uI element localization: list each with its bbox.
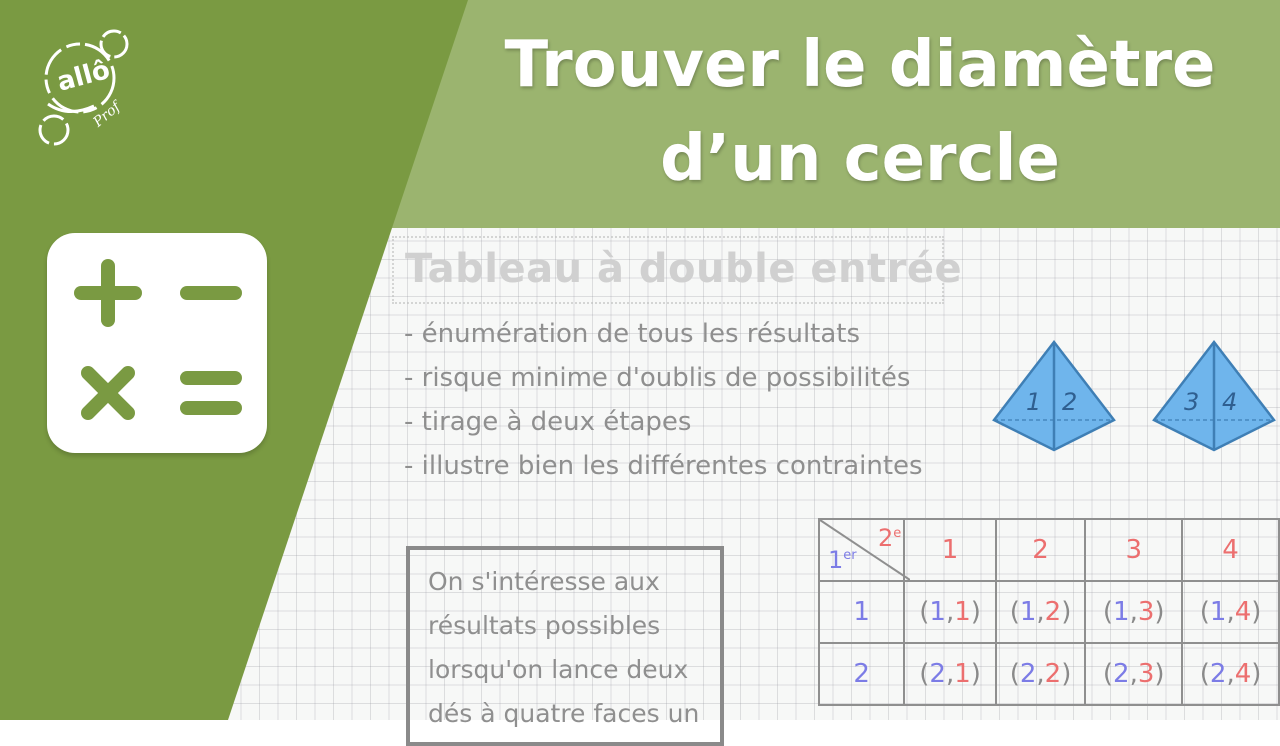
table-corner-cell: [819, 519, 904, 581]
bullet-item: - risque minime d'oublis de possibilités: [404, 363, 911, 393]
pyramid-face-label: 1: [1026, 388, 1042, 416]
worksheet-heading: Tableau à double entrée: [405, 246, 963, 292]
table-cell: (1,3): [1085, 581, 1182, 643]
table-row: [819, 643, 1279, 705]
pyramid-face-label: 2: [1062, 388, 1078, 416]
double-entry-table: [818, 518, 1280, 706]
box-line: résultats possibles: [428, 611, 661, 640]
allo-prof-logo: [28, 26, 138, 151]
table-cell: (2,2): [996, 643, 1086, 705]
row-header: 2: [819, 643, 904, 705]
bullet-item: - illustre bien les différentes contraintes: [404, 451, 923, 481]
second-draw-label: 2e: [878, 524, 902, 552]
table-row: [819, 581, 1279, 643]
box-line: dés à quatre faces un: [428, 699, 700, 728]
box-line: lorsqu'on lance deux: [428, 655, 689, 684]
bullet-item: - tirage à deux étapes: [404, 407, 692, 437]
pyramid-die-2: [1154, 342, 1274, 450]
table-header-row: [819, 519, 1279, 581]
bullet-list: [404, 316, 923, 492]
column-header: 2: [996, 519, 1086, 581]
row-header: 1: [819, 581, 904, 643]
column-header: 1: [904, 519, 995, 581]
first-draw-label: 1er: [828, 546, 857, 574]
title-line-2: d’un cercle: [660, 122, 1060, 196]
table-cell: (2,1): [904, 643, 995, 705]
math-operators-icon: [47, 233, 267, 453]
table-cell: (1,4): [1182, 581, 1279, 643]
column-header: 3: [1085, 519, 1182, 581]
pyramid-face-label: 4: [1222, 388, 1238, 416]
box-line: On s'intéresse aux: [428, 567, 660, 596]
title-line-1: Trouver le diamètre: [504, 28, 1216, 102]
calculator-icon: [47, 233, 267, 453]
pyramid-dice-illustration: [990, 338, 1280, 458]
table-cell: (1,1): [904, 581, 995, 643]
bullet-item: - énumération de tous les résultats: [404, 319, 861, 349]
svg-text:Prof: Prof: [90, 99, 124, 131]
pyramid-die-1: [994, 342, 1114, 450]
svg-text:allô: allô: [54, 55, 114, 98]
table-cell: (2,3): [1085, 643, 1182, 705]
table-cell: (1,2): [996, 581, 1086, 643]
page-title: [460, 18, 1260, 206]
table-cell: (2,4): [1182, 643, 1279, 705]
column-header: 4: [1182, 519, 1279, 581]
pyramid-face-label: 3: [1184, 388, 1200, 416]
